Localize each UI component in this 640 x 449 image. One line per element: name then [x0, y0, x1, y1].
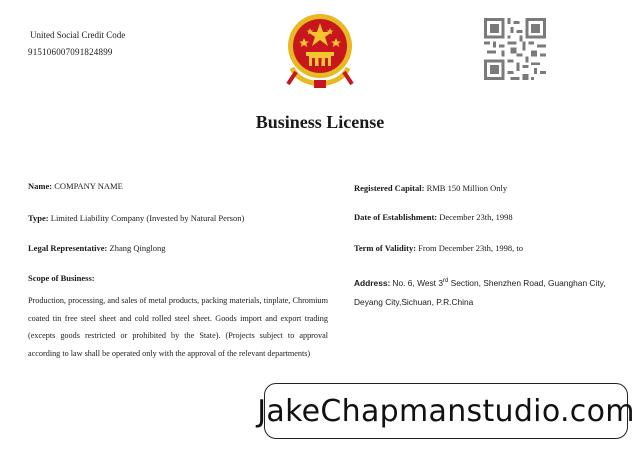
legal-representative-label: Legal Representative:: [28, 243, 108, 253]
term-of-validity-label: Term of Validity:: [354, 243, 417, 253]
type-field: [28, 213, 244, 223]
address-line-2: Deyang City,Sichuan, P.R.China: [354, 296, 474, 307]
address-superscript: rd: [443, 278, 449, 284]
type-label: Type:: [28, 213, 49, 223]
registered-capital-value: RMB 150 Million Only: [426, 183, 508, 193]
address-field: [354, 272, 619, 311]
qr-code-icon: [484, 18, 546, 80]
credit-code-label: United Social Credit Code: [30, 30, 126, 40]
address-label: Address:: [354, 277, 391, 288]
term-of-validity-value: From December 23th, 1998, to: [418, 243, 523, 253]
legal-representative-field: [28, 243, 165, 253]
scope-text: Production, processing, and sales of metal products, packing materials, tinplate, Chromium coated tin free steel sheet and cold rolled steel sheet. Goods import and export trading (excepts goods restricted or prohibited by the State). (Projects subject to approval according to law shall be operated only with the approval of the relevant departments): [28, 296, 328, 358]
address-part-1: No. 6, West 3: [392, 277, 443, 288]
credit-code-value: 915106007091824899: [28, 47, 113, 57]
term-of-validity-field: [354, 243, 523, 253]
national-emblem-icon: [276, 10, 364, 90]
name-value: COMPANY NAME: [54, 181, 123, 191]
watermark-text: JakeChapmanstudio.com: [257, 393, 635, 429]
address-line-1: [354, 272, 619, 293]
document-title: Business License: [255, 112, 385, 132]
scope-label: Scope of Business:: [28, 273, 95, 283]
establishment-date-label: Date of Establishment:: [354, 212, 438, 222]
establishment-date-value: December 23th, 1998: [439, 212, 513, 222]
address-part-2: Section, Shenzhen Road, Guanghan City,: [448, 277, 606, 288]
establishment-date-field: [354, 212, 513, 222]
legal-representative-value: Zhang Qinglong: [109, 243, 166, 253]
watermark-box: [257, 383, 635, 439]
scope-field: [28, 273, 95, 283]
name-label: Name:: [28, 181, 53, 191]
name-field: [28, 181, 123, 191]
registered-capital-label: Registered Capital:: [354, 183, 425, 193]
type-value: Limited Liability Company (Invested by Natural Person): [50, 213, 245, 223]
registered-capital-field: [354, 183, 507, 193]
